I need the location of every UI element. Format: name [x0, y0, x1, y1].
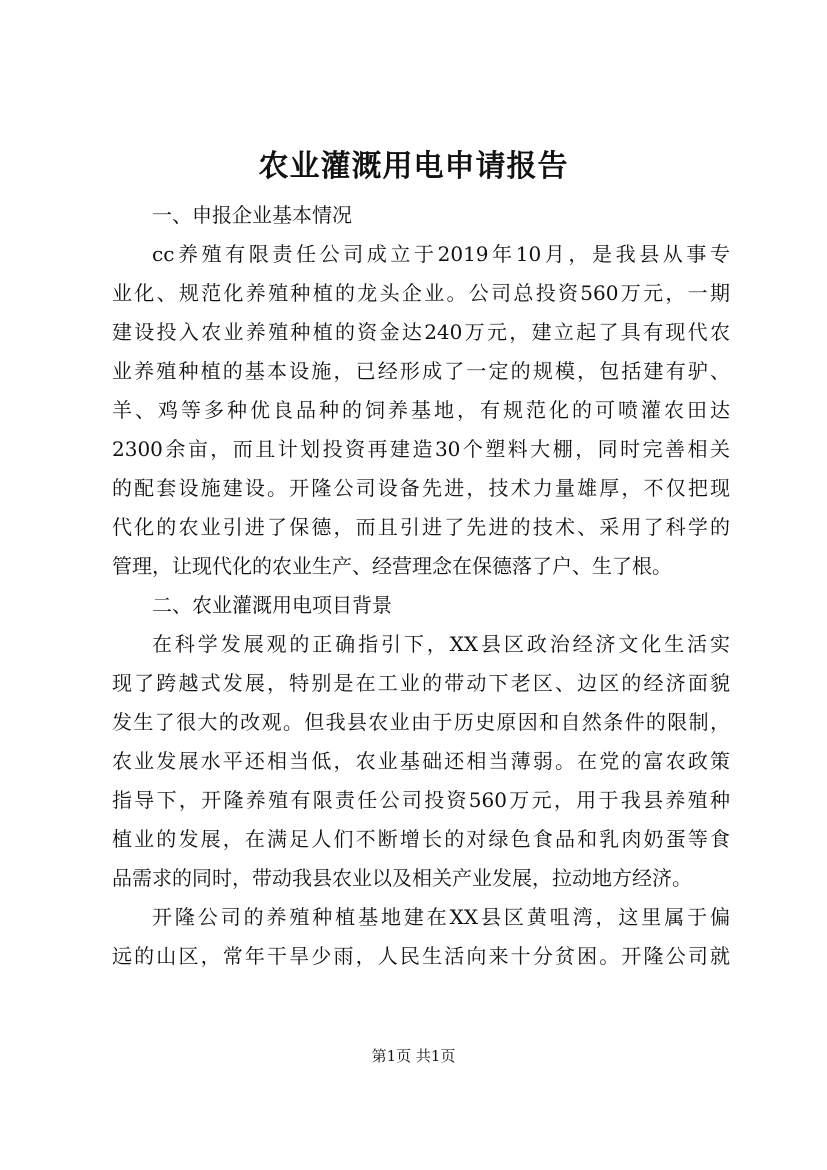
- paragraph-line: 农业发展水平还相当低，农业基础还相当薄弱。在党的富农政策: [112, 749, 730, 773]
- paragraph-line: 现了跨越式发展，特别是在工业的带动下老区、边区的经济面貌: [112, 671, 730, 695]
- paragraph-line: 业养殖种植的基本设施，已经形成了一定的规模，包括建有驴、: [112, 359, 730, 383]
- paragraph-line: 管理，让现代化的农业生产、经营理念在保德落了户、生了根。: [112, 554, 672, 578]
- paragraph-line: 2300余亩，而且计划投资再建造30个塑料大棚，同时完善相关: [112, 437, 730, 461]
- paragraph-line: 业化、规范化养殖种植的龙头企业。公司总投资560万元，一期: [112, 281, 730, 305]
- document-body: [112, 196, 730, 976]
- document-title: 农业灌溉用电申请报告: [258, 149, 569, 184]
- paragraph-line: 植业的发展，在满足人们不断增长的对绿色食品和乳肉奶蛋等食: [112, 827, 730, 851]
- paragraph-line: 在科学发展观的正确指引下，XX县区政治经济文化生活实: [152, 632, 730, 656]
- section-heading-2: 二、农业灌溉用电项目背景: [152, 593, 392, 617]
- paragraph-line: 羊、鸡等多种优良品种的饲养基地，有规范化的可喷灌农田达: [112, 398, 730, 422]
- section-heading-1: 一、申报企业基本情况: [152, 203, 352, 227]
- paragraph-line: 代化的农业引进了保德，而且引进了先进的技术、采用了科学的: [112, 515, 730, 539]
- paragraph-line: 远的山区，常年干旱少雨，人民生活向来十分贫困。开隆公司就: [112, 944, 730, 968]
- paragraph-line: cc养殖有限责任公司成立于2019年10月，是我县从事专: [152, 242, 730, 266]
- paragraph-line: 建设投入农业养殖种植的资金达240万元，建立起了具有现代农: [112, 320, 730, 344]
- page-footer: 第1页 共1页: [371, 1047, 456, 1065]
- paragraph-line: 品需求的同时，带动我县农业以及相关产业发展，拉动地方经济。: [112, 866, 692, 890]
- paragraph-line: 指导下，开隆养殖有限责任公司投资560万元，用于我县养殖种: [112, 788, 730, 812]
- paragraph-line: 发生了很大的改观。但我县农业由于历史原因和自然条件的限制，: [112, 710, 730, 734]
- paragraph-line: 开隆公司的养殖种植基地建在XX县区黄咀湾，这里属于偏: [152, 905, 730, 929]
- paragraph-line: 的配套设施建设。开隆公司设备先进，技术力量雄厚，不仅把现: [112, 476, 730, 500]
